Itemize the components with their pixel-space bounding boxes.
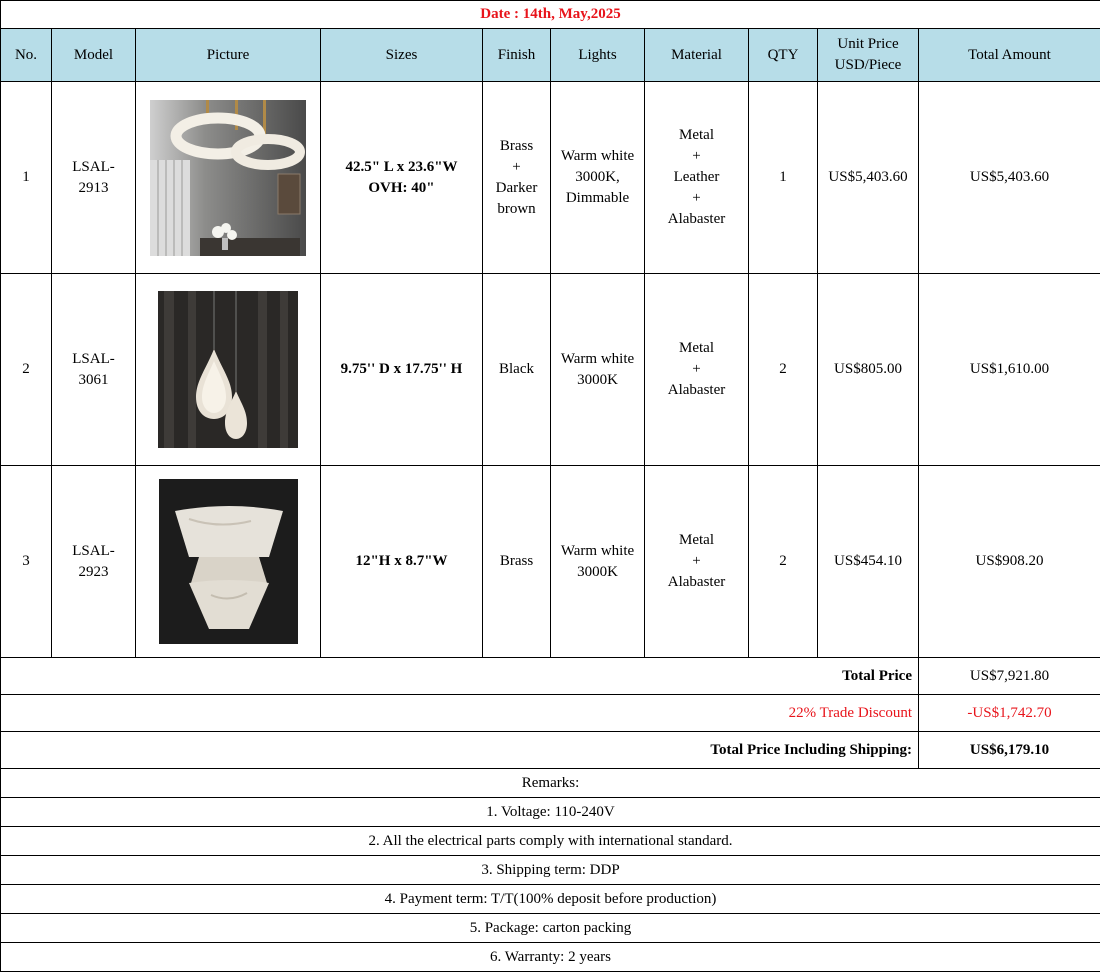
teardrop-pendant-lamp-photo-icon [158, 291, 298, 448]
col-header-model: Model [52, 29, 136, 82]
col-header-material: Material [645, 29, 749, 82]
table-row [1, 466, 1100, 658]
date-line: Date : 14th, May,2025 [1, 1, 1100, 29]
item-picture [136, 466, 321, 658]
item-material: Metal + Alabaster [645, 466, 749, 658]
item-total: US$5,403.60 [919, 82, 1100, 274]
item-qty: 2 [749, 274, 818, 466]
item-sizes: 9.75'' D x 17.75'' H [321, 274, 483, 466]
wall-sconce-photo-icon [159, 479, 298, 644]
item-finish: Brass [483, 466, 551, 658]
remark-item: 6. Warranty: 2 years [1, 943, 1100, 972]
col-header-sizes: Sizes [321, 29, 483, 82]
item-unit-price: US$454.10 [818, 466, 919, 658]
grand-total-value: US$6,179.10 [919, 732, 1100, 769]
item-sizes: 12"H x 8.7"W [321, 466, 483, 658]
col-header-total-amount: Total Amount [919, 29, 1100, 82]
item-no: 2 [1, 274, 52, 466]
remark-item: 4. Payment term: T/T(100% deposit before production) [1, 885, 1100, 914]
item-model: LSAL- 2913 [52, 82, 136, 274]
item-total: US$908.20 [919, 466, 1100, 658]
item-finish: Brass + Darker brown [483, 82, 551, 274]
table-row [1, 274, 1100, 466]
col-header-no: No. [1, 29, 52, 82]
table-row [1, 82, 1100, 274]
item-picture [136, 82, 321, 274]
item-no: 1 [1, 82, 52, 274]
col-header-finish: Finish [483, 29, 551, 82]
item-lights: Warm white 3000K [551, 274, 645, 466]
total-price-label: Total Price [1, 658, 919, 695]
item-unit-price: US$805.00 [818, 274, 919, 466]
item-lights: Warm white 3000K, Dimmable [551, 82, 645, 274]
item-total: US$1,610.00 [919, 274, 1100, 466]
item-qty: 1 [749, 82, 818, 274]
col-header-lights: Lights [551, 29, 645, 82]
grand-total-row [1, 732, 1100, 769]
col-header-unit-price: Unit Price USD/Piece [818, 29, 919, 82]
discount-value: -US$1,742.70 [919, 695, 1100, 732]
total-price-row [1, 658, 1100, 695]
item-no: 3 [1, 466, 52, 658]
remark-item: 3. Shipping term: DDP [1, 856, 1100, 885]
col-header-qty: QTY [749, 29, 818, 82]
item-qty: 2 [749, 466, 818, 658]
remark-item: 1. Voltage: 110-240V [1, 798, 1100, 827]
item-model: LSAL- 2923 [52, 466, 136, 658]
item-sizes: 42.5" L x 23.6"W OVH: 40" [321, 82, 483, 274]
header-row [1, 29, 1100, 82]
item-unit-price: US$5,403.60 [818, 82, 919, 274]
item-lights: Warm white 3000K [551, 466, 645, 658]
item-finish: Black [483, 274, 551, 466]
item-material: Metal + Alabaster [645, 274, 749, 466]
remark-item: 2. All the electrical parts comply with international standard. [1, 827, 1100, 856]
ring-pendant-lamp-photo-icon [150, 100, 306, 256]
item-model: LSAL- 3061 [52, 274, 136, 466]
item-picture [136, 274, 321, 466]
remarks-title: Remarks: [1, 769, 1100, 798]
item-material: Metal + Leather + Alabaster [645, 82, 749, 274]
grand-total-label: Total Price Including Shipping: [1, 732, 919, 769]
discount-label: 22% Trade Discount [1, 695, 919, 732]
remark-item: 5. Package: carton packing [1, 914, 1100, 943]
col-header-picture: Picture [136, 29, 321, 82]
total-price-value: US$7,921.80 [919, 658, 1100, 695]
discount-row [1, 695, 1100, 732]
